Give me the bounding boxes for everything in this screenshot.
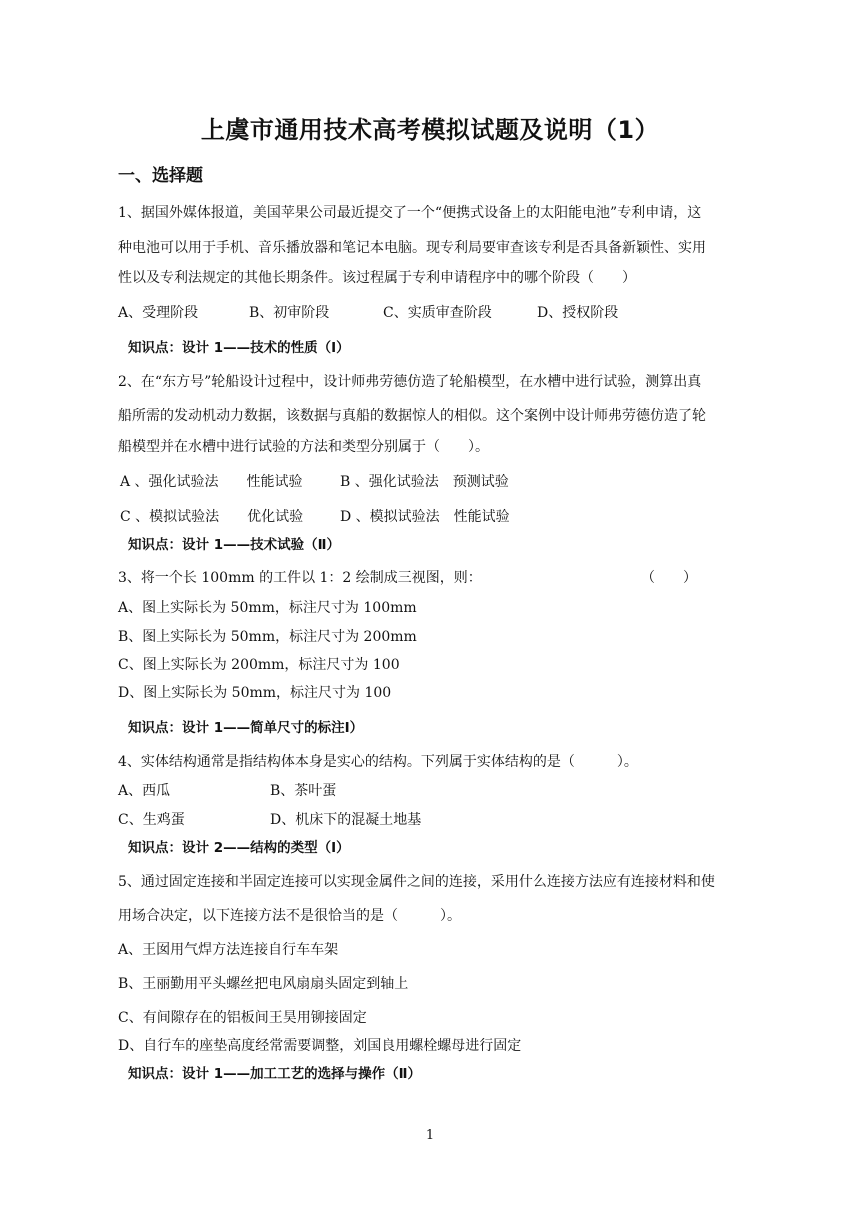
question-1-option-c: C、实质审查阶段 xyxy=(383,305,492,321)
question-4-knowledge-point: 知识点：设计 2——结构的类型（Ⅰ） xyxy=(128,840,350,856)
question-3-option-d: D、图上实际长为 50mm，标注尺寸为 100 xyxy=(118,685,392,701)
question-5-option-d: D、自行车的座垫高度经常需要调整，刘国良用螺栓螺母进行固定 xyxy=(118,1038,522,1054)
question-2-line-1: 2、在“东方号”轮船设计过程中，设计师弗劳德仿造了轮船模型，在水槽中进行试验，测算出真 xyxy=(118,374,702,390)
section-heading: 一、选择题 xyxy=(118,166,203,186)
question-5-knowledge-point: 知识点：设计 1——加工工艺的选择与操作（Ⅱ） xyxy=(128,1066,421,1082)
question-1-line-3: 性以及专利法规定的其他长期条件。该过程属于专利申请程序中的哪个阶段（ ） xyxy=(118,270,636,286)
question-2-line-2: 船所需的发动机动力数据，该数据与真船的数据惊人的相似。这个案例中设计师弗劳德仿造了轮 xyxy=(118,408,706,424)
question-2-option-a: A 、强化试验法 性能试验 xyxy=(120,474,303,490)
page-number: 1 xyxy=(425,1128,435,1143)
question-1-knowledge-point: 知识点：设计 1——技术的性质（I） xyxy=(128,340,350,356)
question-3-answer-bracket: （ ） xyxy=(641,570,697,586)
question-5-option-a: A、王囡用气焊方法连接自行车车架 xyxy=(118,942,339,958)
question-4-option-d: D、机床下的混凝土地基 xyxy=(270,812,422,828)
question-1-line-2: 种电池可以用于手机、音乐播放器和笔记本电脑。现专利局要审查该专利是否具备新颖性、实用 xyxy=(118,240,706,256)
question-4-option-a: A、西瓜 xyxy=(118,783,171,799)
question-3-option-b: B、图上实际长为 50mm，标注尺寸为 200mm xyxy=(118,629,417,645)
question-3-knowledge-point: 知识点：设计 1——简单尺寸的标注Ⅰ） xyxy=(128,720,364,736)
question-1-option-d: D、授权阶段 xyxy=(537,305,619,321)
question-5-option-c: C、有间隙存在的铝板间王昊用铆接固定 xyxy=(118,1010,367,1026)
question-5-line-2: 用场合决定，以下连接方法不是很恰当的是（ ）。 xyxy=(118,908,461,924)
question-2-line-3: 船模型并在水槽中进行试验的方法和类型分别属于（ ）。 xyxy=(118,439,489,455)
question-2-option-d: D 、模拟试验法 性能试验 xyxy=(340,509,510,525)
question-4-option-c: C、生鸡蛋 xyxy=(118,812,185,828)
question-4-line-1: 4、实体结构通常是指结构体本身是实心的结构。下列属于实体结构的是（ ）。 xyxy=(118,754,638,770)
question-3-option-a: A、图上实际长为 50mm，标注尺寸为 100mm xyxy=(118,600,417,616)
question-5-line-1: 5、通过固定连接和半固定连接可以实现金属件之间的连接，采用什么连接方法应有连接材料和使 xyxy=(118,874,715,890)
question-2-option-b: B 、强化试验法 预测试验 xyxy=(340,474,509,490)
question-3-line-1: 3、将一个长 100mm 的工件以 1：2 绘制成三视图，则： xyxy=(118,570,482,586)
question-1-line-1: 1、据国外媒体报道，美国苹果公司最近提交了一个“便携式设备上的太阳能电池”专利申请，这 xyxy=(118,205,702,221)
document-title: 上虞市通用技术高考模拟试题及说明（1） xyxy=(200,116,660,144)
question-1-option-a: A、受理阶段 xyxy=(118,305,199,321)
question-1-option-b: B、初审阶段 xyxy=(249,305,330,321)
question-3-option-c: C、图上实际长为 200mm，标注尺寸为 100 xyxy=(118,657,400,673)
question-4-option-b: B、茶叶蛋 xyxy=(270,783,337,799)
question-2-option-c: C 、模拟试验法 优化试验 xyxy=(120,509,304,525)
question-5-option-b: B、王丽勤用平头螺丝把电风扇扇头固定到轴上 xyxy=(118,976,409,992)
question-2-knowledge-point: 知识点：设计 1——技术试验（Ⅱ） xyxy=(128,537,340,553)
